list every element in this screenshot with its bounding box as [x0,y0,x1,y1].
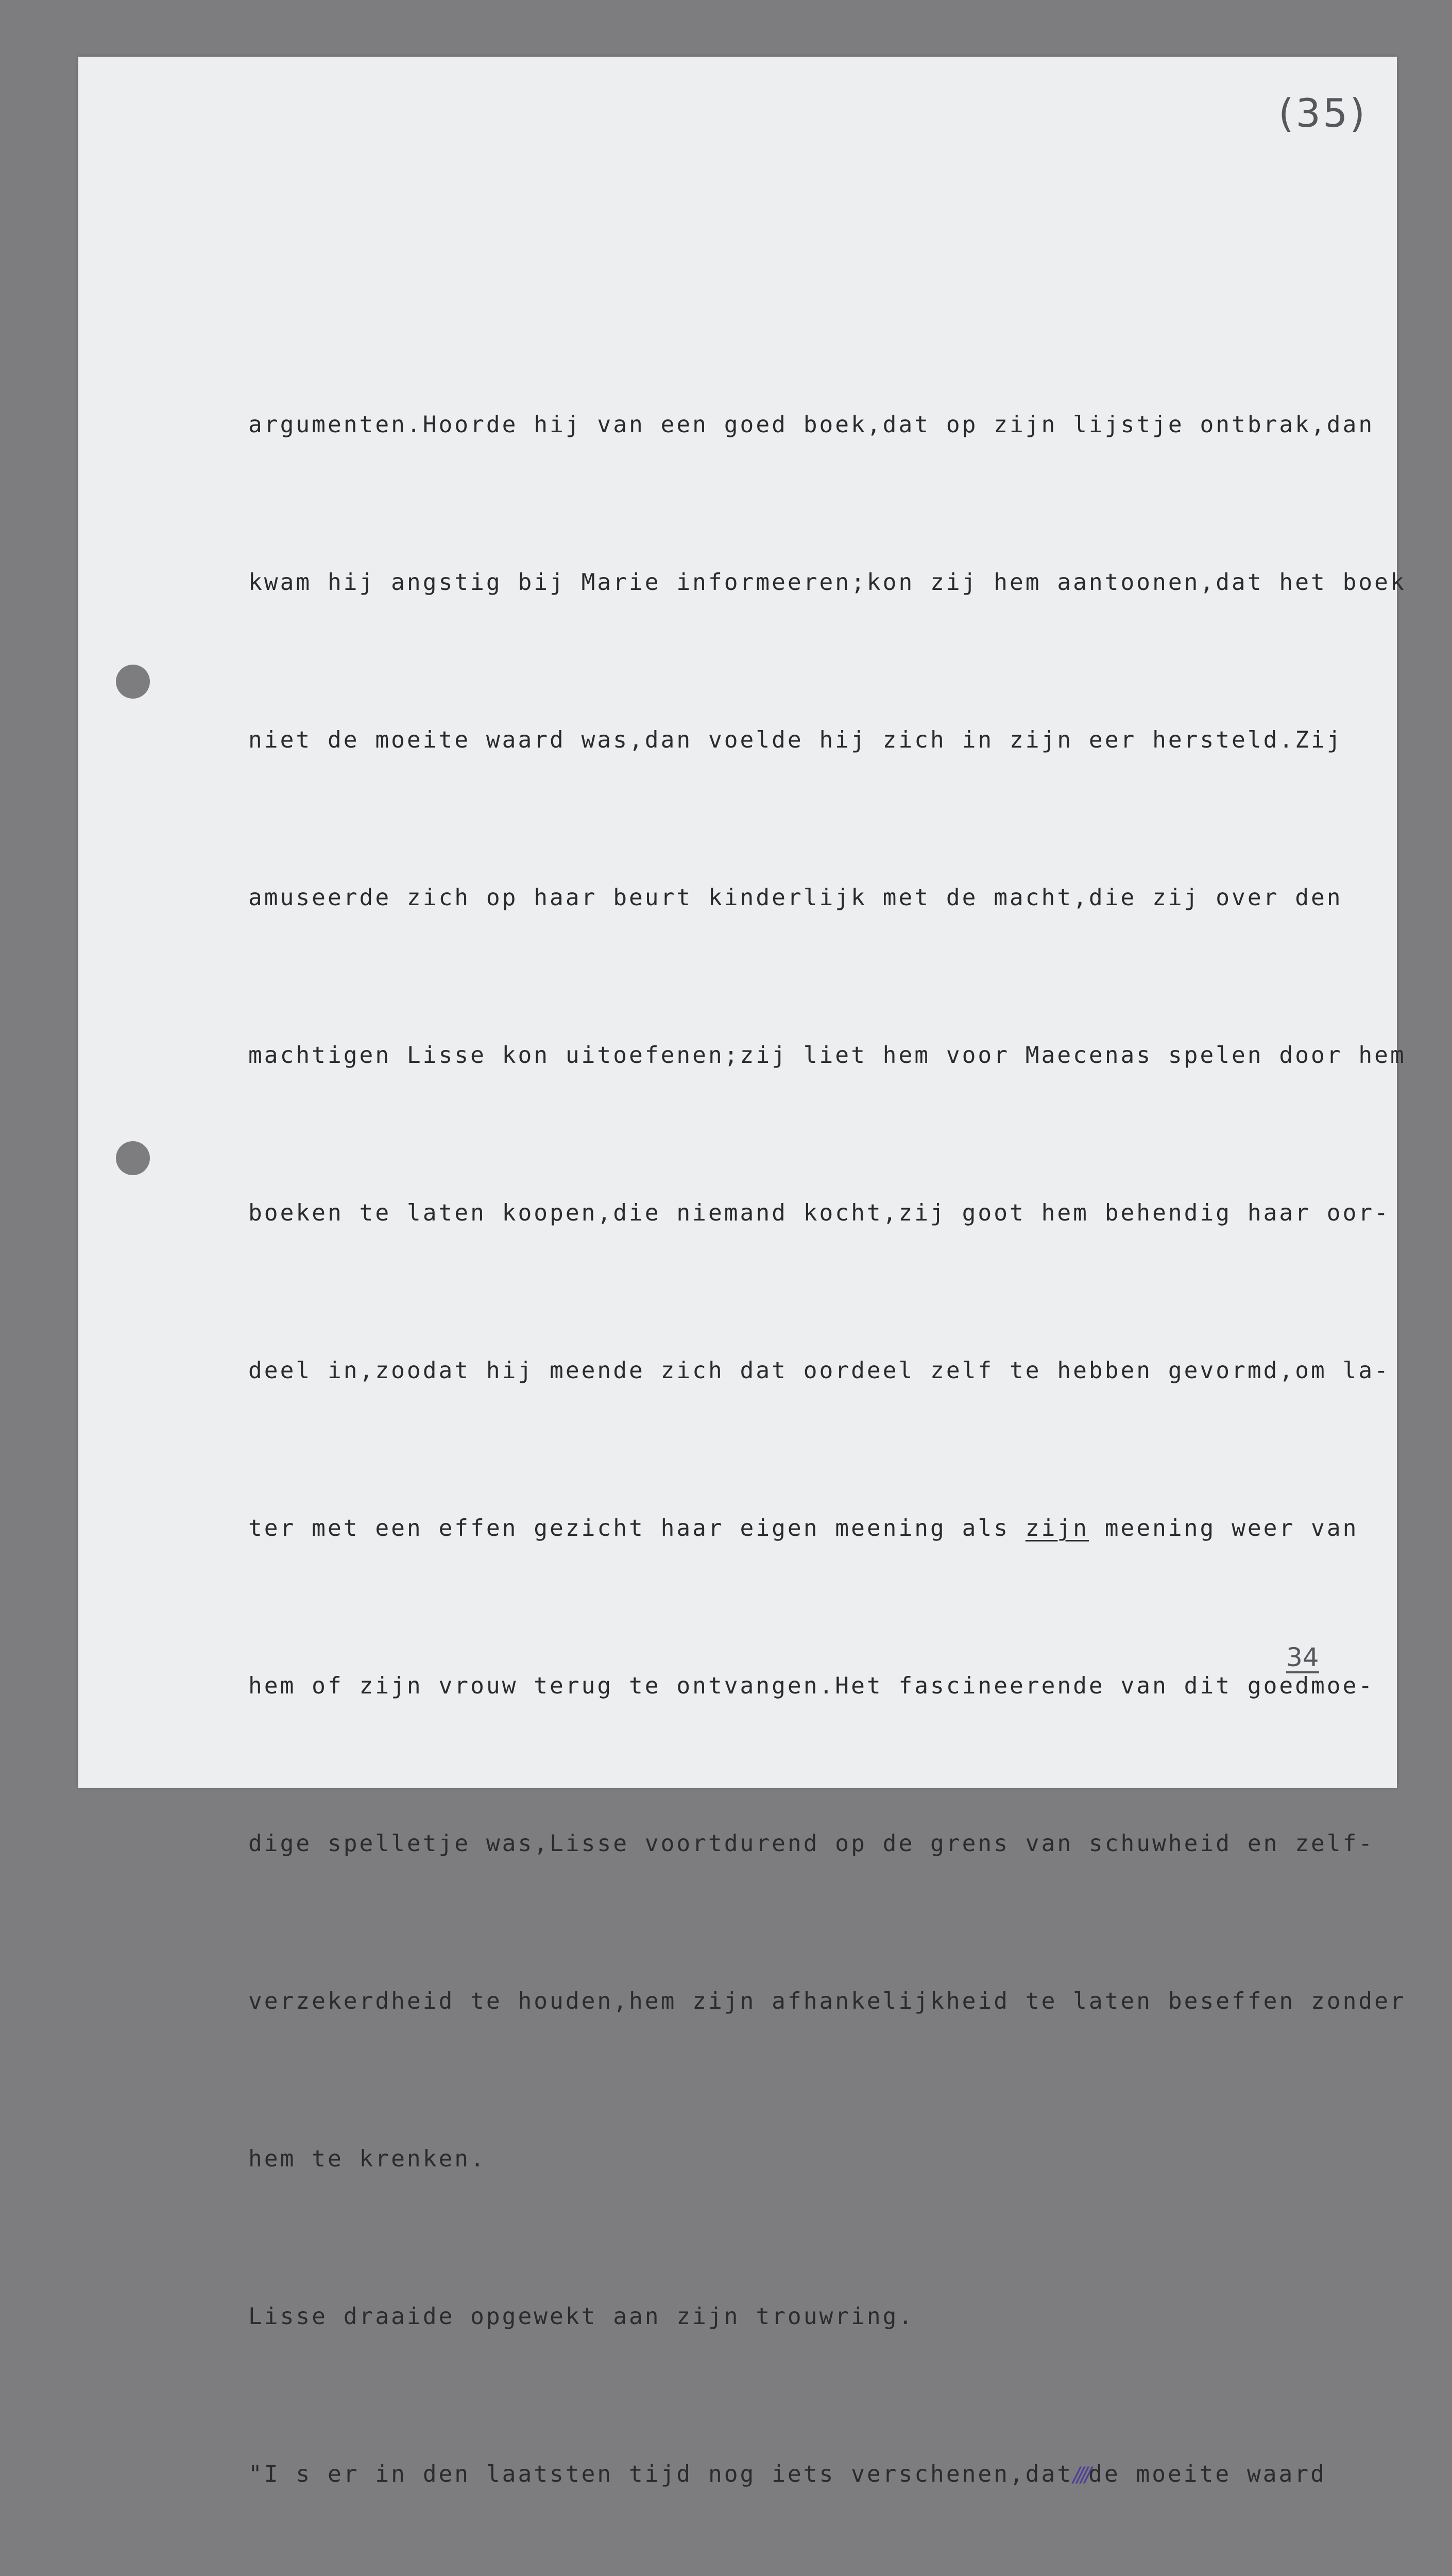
text-segment: ter met een effen gezicht haar eigen meening als [248,1515,1026,1541]
text-line: argumenten.Hoorde hij van een goed boek,dat op zijn lijstje ontbrak,dan [248,412,1375,438]
text-line: deel in,zoodat hij meende zich dat oordeel zelf te hebben gevormd,om la- [248,1358,1390,1384]
punch-hole [116,665,150,699]
text-segment: "I s er in den laatsten tijd nog iets verschenen,dat [248,2461,1073,2487]
text-line: amuseerde zich op haar beurt kinderlijk met de macht,die zij over den [248,885,1343,911]
text-line: hem te krenken. [248,2146,486,2172]
text-line: boeken te laten koopen,die niemand kocht,zij goot hem behendig haar oor- [248,1200,1390,1226]
page-number-bottom: 34 [1286,1642,1319,1672]
typed-body-text [248,294,1406,2576]
text-line [248,1502,1397,1555]
text-line: machtigen Lisse kon uitoefenen;zij liet hem voor Maecenas spelen door hem [248,1042,1406,1069]
text-line [248,2448,1397,2501]
text-line: hem of zijn vrouw terug te ontvangen.Het fascineerende van dit goedmoe- [248,1673,1375,1699]
text-line: verzekerdheid te houden,hem zijn afhankelijkheid te laten beseffen zonder [248,1988,1406,2014]
text-line: dige spelletje was,Lisse voortdurend op de grens van schuwheid en zelf- [248,1831,1375,1857]
typescript-page [78,57,1406,2487]
text-segment: meening weer van [1088,1515,1359,1541]
text-line: Lisse draaide opgewekt aan zijn trouwring. [248,2303,915,2330]
page-number-top: (35) [1278,90,1368,136]
text-segment: de moeite waard [1088,2461,1326,2487]
text-line: niet de moeite waard was,dan voelde hij zich in zijn eer hersteld.Zij [248,727,1343,753]
ink-deletion-mark: //// [1073,2463,1089,2487]
underlined-word: zijn [1025,1515,1089,1541]
punch-hole [116,1141,150,1175]
text-line: kwam hij angstig bij Marie informeeren;kon zij hem aantoonen,dat het boek [248,569,1406,596]
